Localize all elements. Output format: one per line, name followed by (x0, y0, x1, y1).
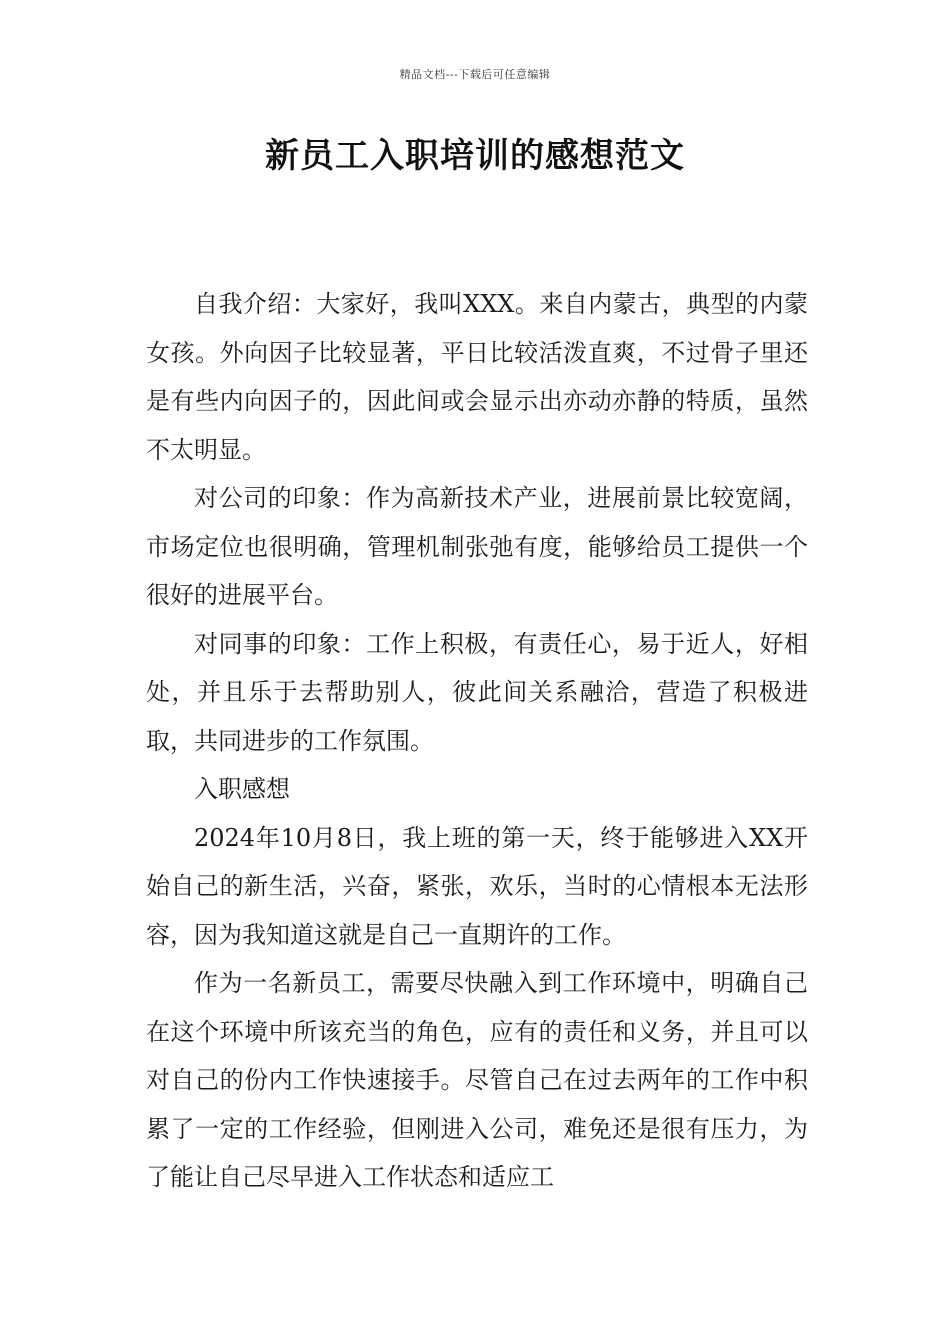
paragraph-company-impression: 对公司的印象：作为高新技术产业，进展前景比较宽阔，市场定位也很明确，管理机制张弛有度，能够给员工提供一个很好的进展平台。 (146, 484, 808, 609)
paragraph-colleague-impression: 对同事的印象：工作上积极，有责任心，易于近人，好相处，并且乐于去帮助别人，彼此间关系融洽，营造了积极进取，共同进步的工作氛围。 (146, 629, 808, 755)
document-body (146, 280, 808, 1202)
document-title: 新员工入职培训的感想范文 (265, 136, 685, 176)
paragraph-self-intro: 自我介绍：大家好，我叫XXX。来自内蒙古，典型的内蒙女孩。外向因子比较显著，平日比较活泼直爽，不过骨子里还是有些内向因子的，因此间或会显示出亦动亦静的特质，虽然不太明显。 (146, 290, 808, 464)
header-note: 精品文档---下载后可任意编辑 (399, 68, 551, 81)
section-heading-entry-thoughts: 入职感想 (194, 775, 290, 803)
paragraph-new-employee: 作为一名新员工，需要尽快融入到工作环境中，明确自己在这个环境中所该充当的角色，应有的责任和义务，并且可以对自己的份内工作快速接手。尽管自己在过去两年的工作中积累了一定的工作经验，但刚进入公司，难免还是很有压力，为了能让自己尽早进入工作状态和适应工 (146, 969, 808, 1191)
paragraph-first-day: 2024年10月8日，我上班的第一天，终于能够进入XX开始自己的新生活，兴奋，紧张，欢乐，当时的心情根本无法形容，因为我知道这就是自己一直期许的工作。 (146, 823, 808, 949)
